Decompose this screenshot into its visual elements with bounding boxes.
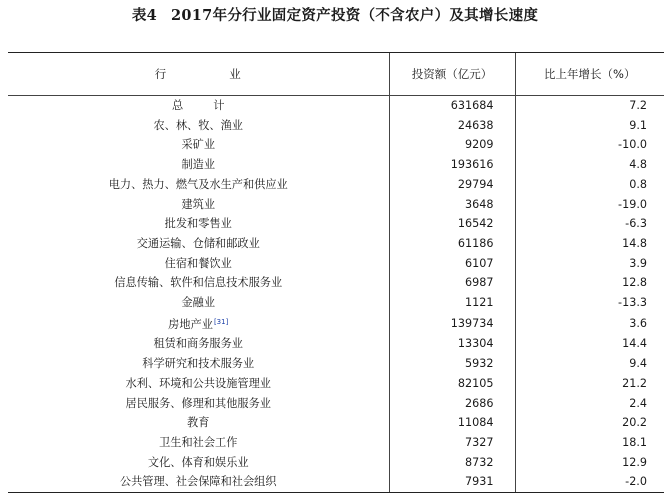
growth-value: 21.2 [515, 374, 664, 394]
investment-value: 82105 [389, 374, 515, 394]
investment-value: 29794 [389, 175, 515, 195]
table-row [8, 135, 664, 155]
investment-value: 61186 [389, 234, 515, 254]
growth-value: 9.4 [515, 354, 664, 374]
table-row [8, 394, 664, 414]
table-row [8, 313, 664, 335]
industry-name-text: 教育 [187, 416, 210, 430]
table-row [8, 195, 664, 215]
table-row [8, 413, 664, 433]
header-industry-char2: 业 [229, 67, 242, 81]
industry-name-text: 住宿和餐饮业 [164, 256, 232, 270]
industry-name [8, 433, 389, 453]
industry-name-text: 建筑业 [181, 197, 216, 211]
table-row [8, 334, 664, 354]
investment-value: 16542 [389, 214, 515, 234]
growth-value: 0.8 [515, 175, 664, 195]
investment-value: 11084 [389, 413, 515, 433]
industry-name-text: 租赁和商务服务业 [153, 337, 243, 351]
table-row [8, 175, 664, 195]
table-row [8, 116, 664, 136]
industry-name [8, 234, 389, 254]
industry-name [8, 175, 389, 195]
header-row [8, 53, 664, 96]
investment-value: 5932 [389, 354, 515, 374]
growth-value: -19.0 [515, 195, 664, 215]
header-growth: 比上年增长（%） [515, 53, 664, 96]
total-label [8, 96, 389, 116]
table-row [8, 433, 664, 453]
table-row [8, 273, 664, 293]
table-row [8, 472, 664, 492]
growth-value: -10.0 [515, 135, 664, 155]
table-row [8, 155, 664, 175]
growth-value: 12.9 [515, 453, 664, 473]
growth-value: -6.3 [515, 214, 664, 234]
growth-value: 3.6 [515, 313, 664, 335]
growth-value: -13.3 [515, 293, 664, 313]
investment-table [8, 52, 664, 493]
industry-name-text: 科学研究和技术服务业 [142, 357, 255, 371]
industry-name [8, 374, 389, 394]
industry-name-text: 采矿业 [181, 138, 216, 152]
industry-name [8, 273, 389, 293]
industry-name-text: 居民服务、修理和其他服务业 [125, 396, 271, 410]
total-label-char2: 计 [213, 99, 225, 112]
investment-value: 9209 [389, 135, 515, 155]
industry-name-text: 制造业 [181, 158, 216, 172]
industry-name-text: 金融业 [181, 296, 216, 310]
table-row [8, 293, 664, 313]
industry-name [8, 135, 389, 155]
investment-value: 6107 [389, 254, 515, 274]
industry-name [8, 155, 389, 175]
table-title [0, 4, 670, 28]
table-row [8, 234, 664, 254]
industry-name [8, 116, 389, 136]
industry-name [8, 214, 389, 234]
industry-name-text: 电力、热力、燃气及水生产和供应业 [108, 177, 288, 191]
industry-name [8, 195, 389, 215]
industry-name [8, 254, 389, 274]
table-row [8, 374, 664, 394]
table-row [8, 254, 664, 274]
investment-value: 3648 [389, 195, 515, 215]
investment-value: 1121 [389, 293, 515, 313]
industry-name-text: 公共管理、社会保障和社会组织 [119, 475, 277, 489]
growth-value: 12.8 [515, 273, 664, 293]
investment-value: 139734 [389, 313, 515, 335]
industry-name [8, 394, 389, 414]
investment-value: 6987 [389, 273, 515, 293]
growth-value: 3.9 [515, 254, 664, 274]
table-row [8, 354, 664, 374]
growth-value: -2.0 [515, 472, 664, 492]
industry-name [8, 472, 389, 492]
table-number: 表4 [131, 7, 158, 24]
industry-name [8, 293, 389, 313]
industry-name [8, 313, 389, 335]
growth-value: 14.4 [515, 334, 664, 354]
industry-name [8, 453, 389, 473]
growth-value: 14.8 [515, 234, 664, 254]
industry-name [8, 334, 389, 354]
total-label-char1: 总 [172, 99, 184, 112]
footnote-link[interactable]: [31] [213, 317, 229, 326]
industry-name-text: 农、林、牧、渔业 [153, 118, 243, 132]
industry-name [8, 413, 389, 433]
growth-value: 2.4 [515, 394, 664, 414]
table-row [8, 453, 664, 473]
investment-value: 24638 [389, 116, 515, 136]
table-row [8, 214, 664, 234]
investment-value: 7327 [389, 433, 515, 453]
industry-name-text: 交通运输、仓储和邮政业 [136, 236, 260, 250]
total-row [8, 96, 664, 116]
industry-name-text: 批发和零售业 [164, 217, 232, 231]
investment-value: 193616 [389, 155, 515, 175]
growth-value: 18.1 [515, 433, 664, 453]
growth-value: 20.2 [515, 413, 664, 433]
investment-value: 2686 [389, 394, 515, 414]
investment-value: 13304 [389, 334, 515, 354]
table-title-text: 2017年分行业固定资产投资（不含农户）及其增长速度 [171, 7, 539, 24]
investment-value: 7931 [389, 472, 515, 492]
industry-name-text: 信息传输、软件和信息技术服务业 [114, 276, 283, 290]
industry-name [8, 354, 389, 374]
growth-value: 4.8 [515, 155, 664, 175]
industry-name-text: 文化、体育和娱乐业 [147, 455, 249, 469]
industry-name-text: 房地产业 [168, 317, 213, 331]
header-industry [8, 53, 389, 96]
industry-name-text: 卫生和社会工作 [159, 435, 238, 449]
total-investment: 631684 [389, 96, 515, 116]
header-industry-char1: 行 [154, 67, 168, 81]
industry-name-text: 水利、环境和公共设施管理业 [125, 376, 271, 390]
investment-value: 8732 [389, 453, 515, 473]
total-growth: 7.2 [515, 96, 664, 116]
investment-table-container [8, 52, 664, 493]
header-investment: 投资额（亿元） [389, 53, 515, 96]
growth-value: 9.1 [515, 116, 664, 136]
